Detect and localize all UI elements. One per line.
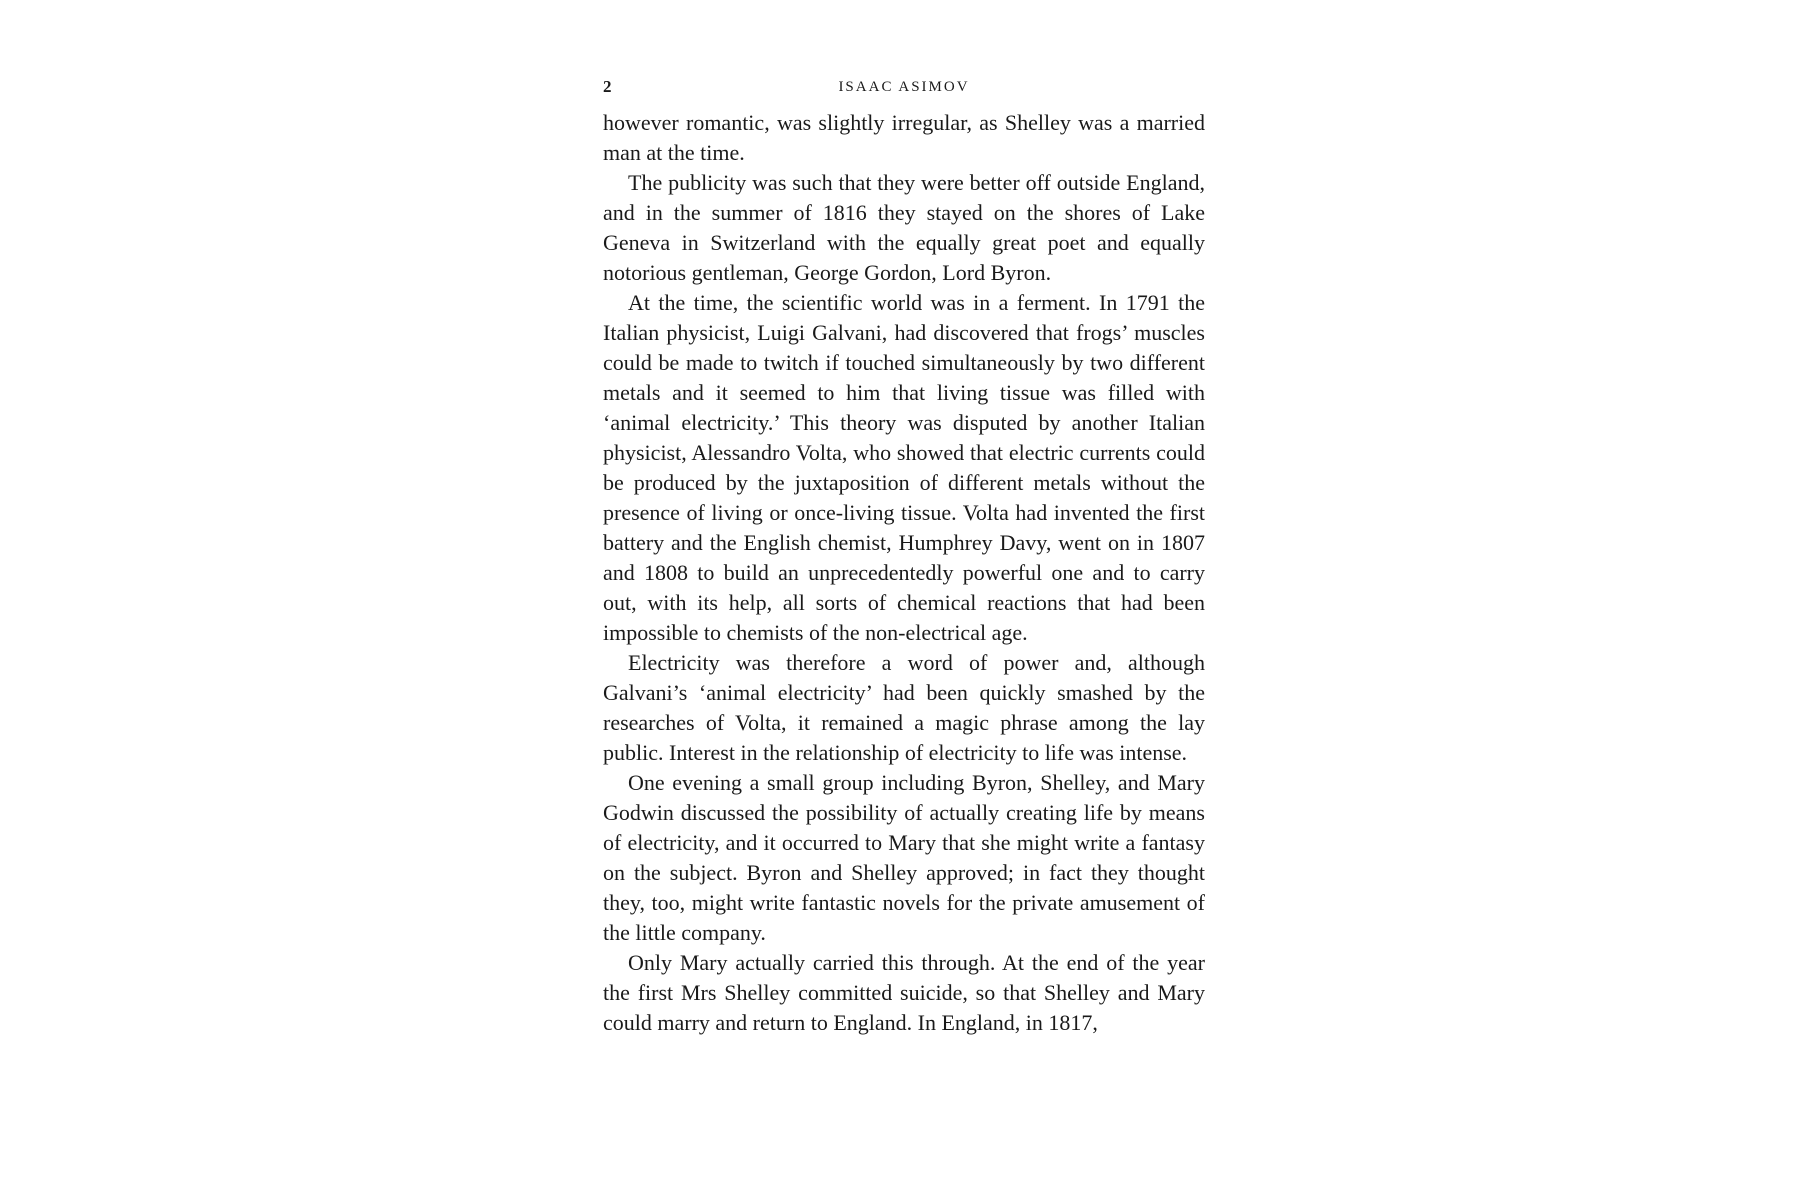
paragraph-continued: however romantic, was slightly irregular, as Shelley was a married man at the time. — [603, 110, 1205, 165]
paragraph: Only Mary actually carried this through. At the end of the year the first Mrs Shelley committed suicide, so that Shelley and Mary could marry and return to England. In England, in 1817, — [603, 950, 1205, 1035]
running-head-author: ISAAC ASIMOV — [838, 79, 970, 95]
paragraph: At the time, the scientific world was in a ferment. In 1791 the Italian physicist, Luigi Galvani, had discovered that frogs’ muscles could be made to twitch if touched simultaneously by two different metals and it seemed to him that living tissue was filled with ‘animal electricity.’ This theory was disputed by another Italian physicist, Alessandro Volta, who showed that electric currents could be produced by the juxtaposition of different metals without the presence of living or once-living tissue. Volta had invented the first battery and the English chemist, Humphrey Davy, went on in 1807 and 1808 to build an unprecedentedly powerful one and to carry out, with its help, all sorts of chemical reactions that had been impossible to chemists of the non-electrical age. — [603, 290, 1205, 645]
paragraph: Electricity was therefore a word of power and, although Galvani’s ‘animal electricity’ had been quickly smashed by the researches of Volta, it remained a magic phrase among the lay public. Interest in the relationship of electricity to life was intense. — [603, 650, 1205, 765]
running-head — [603, 74, 1205, 100]
page-number: 2 — [603, 77, 612, 96]
paragraph: One evening a small group including Byron, Shelley, and Mary Godwin discussed the possibility of actually creating life by means of electricity, and it occurred to Mary that she might write a fantasy on the subject. Byron and Shelley approved; in fact they thought they, too, might write fantastic novels for the private amusement of the little company. — [603, 770, 1205, 945]
paragraph: The publicity was such that they were better off outside England, and in the summer of 1816 they stayed on the shores of Lake Geneva in Switzerland with the equally great poet and equally notorious gentleman, George Gordon, Lord Byron. — [603, 170, 1205, 285]
book-page — [603, 74, 1205, 1038]
body-text — [603, 108, 1205, 1038]
